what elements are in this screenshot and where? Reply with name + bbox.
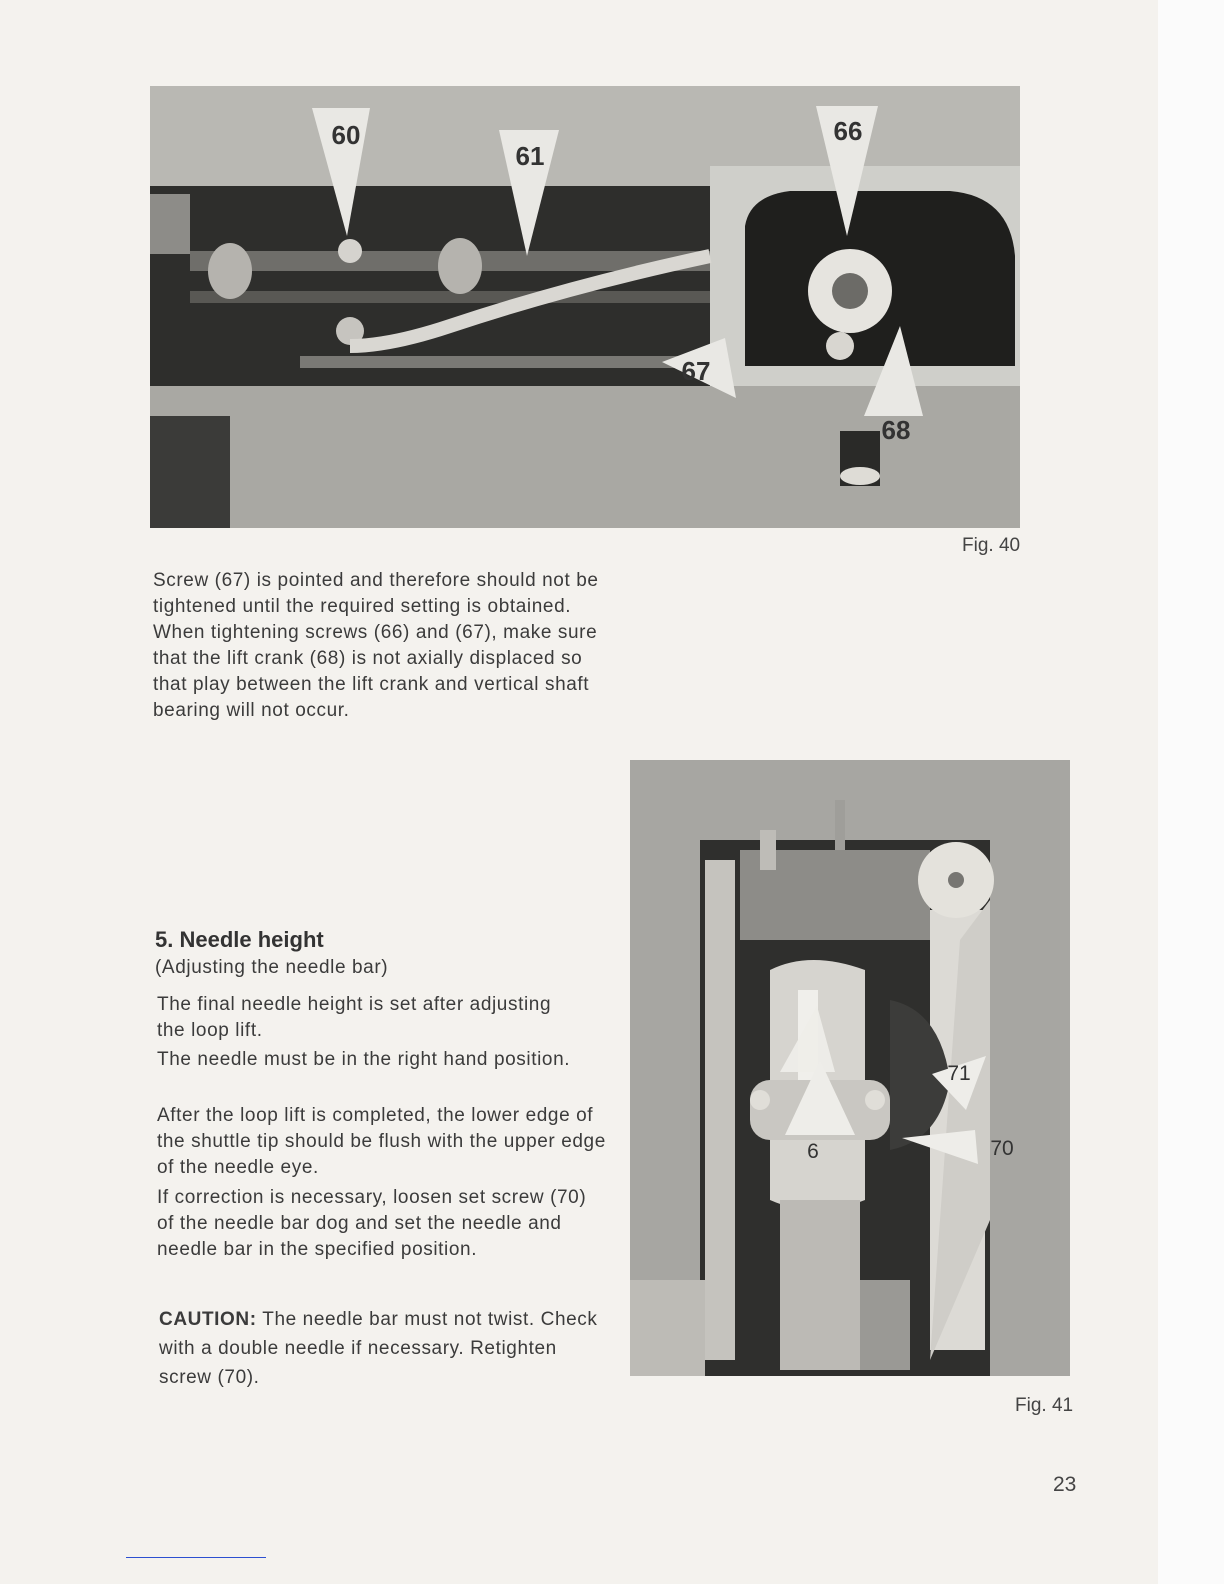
page-number: 23 xyxy=(1053,1473,1077,1496)
section-paragraph-3: After the loop lift is completed, the lower edge of the shuttle tip should be flush with the upper edge of the needle eye. xyxy=(157,1105,606,1178)
figure-41-photo xyxy=(630,760,1070,1376)
callout-61: 61 xyxy=(515,141,545,171)
callout-6: 6 xyxy=(807,1140,819,1163)
callout-60: 60 xyxy=(331,120,361,150)
section-subtitle: (Adjusting the needle bar) xyxy=(155,957,389,978)
callout-66: 66 xyxy=(833,116,863,146)
section-paragraph-2: The needle must be in the right hand position. xyxy=(157,1049,571,1070)
caution-text: The needle bar must not twist. Check with a double needle if necessary. Retighten screw (70). xyxy=(159,1309,598,1388)
figure-40-caption: Fig. 40 xyxy=(962,535,1021,556)
section-paragraph-4: If correction is necessary, loosen set screw (70) of the needle bar dog and set the needle and needle bar in the specified position. xyxy=(157,1187,587,1260)
callout-70: 70 xyxy=(990,1137,1014,1160)
figure-41-caption: Fig. 41 xyxy=(1015,1395,1074,1416)
figure-40-photo xyxy=(150,86,1020,528)
caution-paragraph xyxy=(159,1305,609,1392)
caution-label: CAUTION: xyxy=(159,1309,257,1330)
intro-paragraph: Screw (67) is pointed and therefore should not be tightened until the required setting is obtained. When tightening screws (66) and (67), make sure that the lift crank (68) is not axially displaced so that play between the lift crank and vertical shaft bearing will not occur. xyxy=(153,570,599,721)
section-title: 5. Needle height xyxy=(155,927,324,952)
footer-rule xyxy=(126,1557,266,1558)
callout-67: 67 xyxy=(681,356,711,386)
section-paragraph-1: The final needle height is set after adjusting the loop lift. xyxy=(157,994,552,1041)
page-edge xyxy=(1158,0,1224,1584)
callout-71: 71 xyxy=(947,1062,971,1085)
callout-68: 68 xyxy=(881,415,911,445)
